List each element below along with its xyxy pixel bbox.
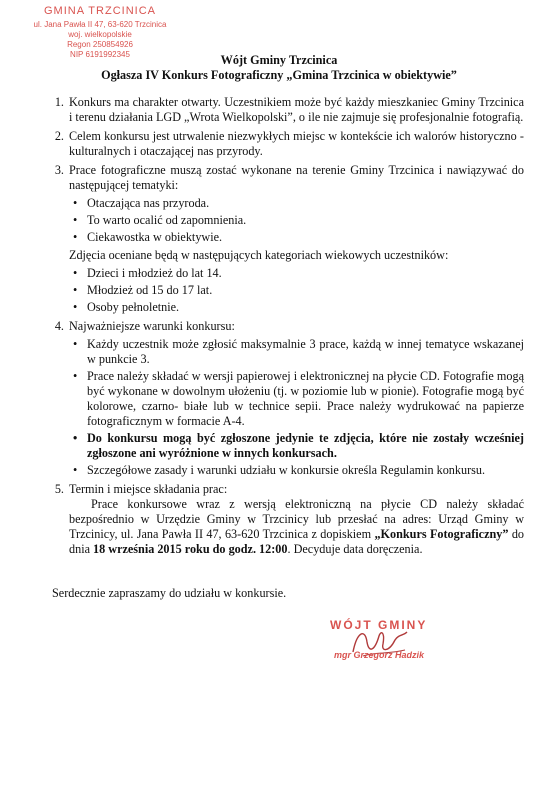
signature-name: mgr Grzegorz Hadzik [334,650,425,660]
condition-item: • Szczegółowe zasady i warunki udziału w konkursie określa Regulamin konkursu. [87,463,524,478]
submission-text: do dnia [69,527,525,556]
theme-item: • To warto ocalić od zapomnienia. [87,213,524,228]
condition-item: • Każdy uczestnik może zgłosić maksymalnie 3 prace, każdą w innej tematyce wskazanej w punkcie 3. [87,337,524,367]
office-stamp [25,6,175,60]
document-subheading: Ogłasza IV Konkurs Fotograficzny „Gmina Trzcinica w obiektywie” [101,68,457,82]
stamp-region: woj. wielkopolskie [68,30,132,39]
age-categories-intro: Zdjęcia oceniane będą w następujących kategoriach wiekowych uczestników: [69,248,449,262]
age-categories-list [69,266,524,315]
rule-text: Prace fotograficzne muszą zostać wykonane na terenie Gminy Trzcinica i nawiązywać do następującej tematyki: [69,163,524,192]
rule-item [67,129,524,159]
rule-text: Termin i miejsce składania prac: [69,482,228,496]
condition-item: • Prace należy składać w wersji papierowej i elektronicznej na płycie CD. Fotografie mogą być wykonane w dowolnym ułożeniu (tj. w poziomie lub w pionie). Fotografie mogą być kolorowe, czarno- białe lub w technice sepii. Prace należy wydrukować na papierze fotograficznym w formacie A-4. [87,369,524,429]
submission-deadline: 18 września 2015 roku do godz. 12:00 [93,542,288,556]
submission-paragraph [69,497,524,557]
age-category-item: • Młodzież od 15 do 17 lat. [87,283,524,298]
rule-item [67,319,524,478]
stamp-regon: Regon 250854926 [67,40,133,49]
age-category-item: • Dzieci i młodzież do lat 14. [87,266,524,281]
submission-text: Prace konkursowe wraz z wersją elektroniczną na płycie CD należy składać bezpośrednio w Urzędzie Gminy w Trzcinicy lub przesłać na adres: Urząd Gminy w Trzcinicy, ul. Jana Pawła II 47, 63-620 Trzcinica z dopiskiem [69,497,524,541]
document-heading: Wójt Gminy Trzcinica [220,53,338,67]
rule-text: Najważniejsze warunki konkursu: [69,319,235,333]
rules-list [52,95,524,557]
signature-title: WÓJT GMINY [330,618,428,632]
closing-line: Serdecznie zapraszamy do udziału w konkursie. [52,586,287,600]
stamp-nip: NIP 6191992345 [70,50,130,59]
rule-text: Celem konkursu jest utrwalenie niezwykłych miejsc w kontekście ich walorów historyczno - kulturalnych i otaczającej nas przyrody. [69,129,524,158]
rule-item [67,163,524,315]
submission-tag: „Konkurs Fotograficzny” [374,527,509,541]
rule-item [67,95,524,125]
rule-item [67,482,524,557]
stamp-address: ul. Jana Pawła II 47, 63-620 Trzcinica [33,20,167,29]
rule-text: Konkurs ma charakter otwarty. Uczestnikiem może być każdy mieszkaniec Gminy Trzcinica i terenu działania LGD „Wrota Wielkopolski”, o ile nie zajmuje się profesjonalnie fotografią. [69,95,524,124]
stamp-title: GMINA TRZCINICA [44,5,156,17]
theme-item: • Ciekawostka w obiektywie. [87,230,524,245]
age-category-item: • Osoby pełnoletnie. [87,300,524,315]
condition-item: • Do konkursu mogą być zgłoszone jedynie te zdjęcia, które nie zostały wcześniej zgłoszone ani wyróżnione w innych konkursach. [87,431,524,461]
themes-list [69,196,524,245]
theme-item: • Otaczająca nas przyroda. [87,196,524,211]
submission-text: . Decyduje data doręczenia. [287,542,423,556]
document-body [52,95,524,561]
conditions-list [69,337,524,478]
